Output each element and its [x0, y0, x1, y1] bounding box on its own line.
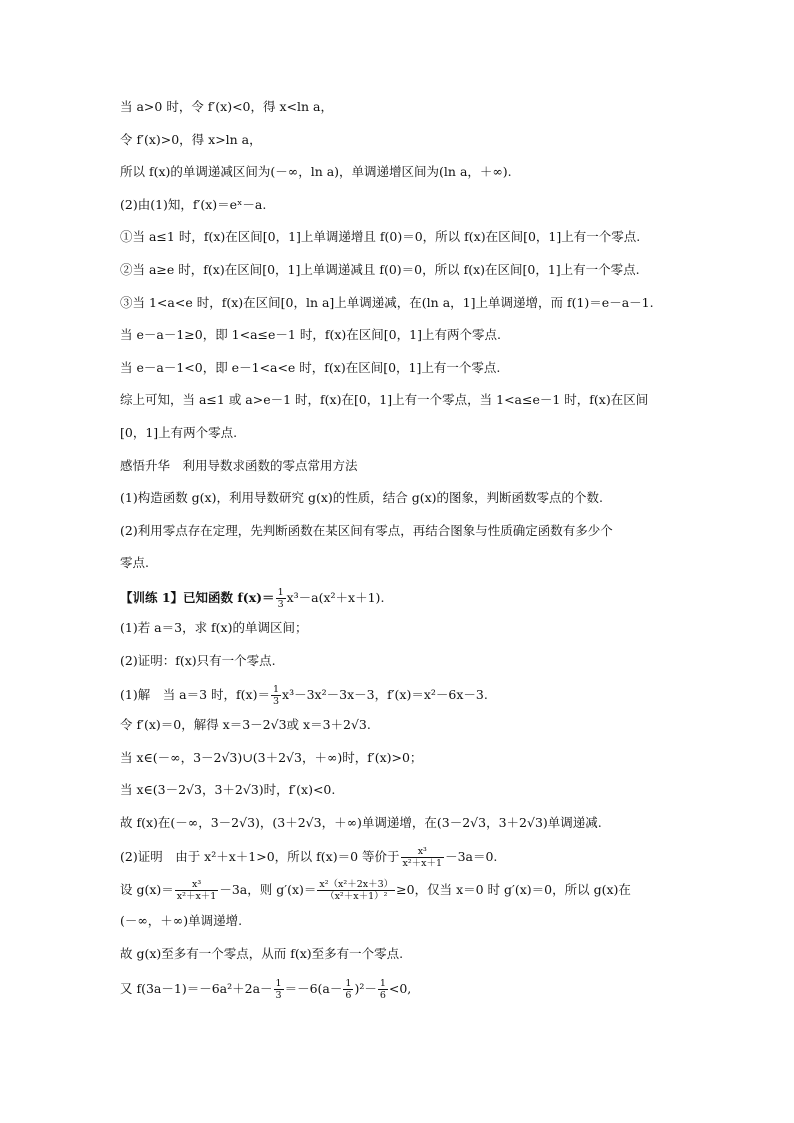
- denominator: x²＋x＋1: [402, 858, 443, 870]
- text-span: －3a，则 g′(x)＝: [219, 882, 317, 898]
- text-span: 设 g(x)＝: [120, 882, 174, 898]
- text-span: －3a＝0.: [445, 849, 498, 865]
- fraction: [175, 879, 219, 902]
- text-span: )²－: [354, 980, 377, 996]
- fraction: [401, 846, 445, 869]
- fraction: [317, 879, 395, 902]
- numerator: 1: [379, 977, 386, 989]
- question-2: (2)证明：f(x)只有一个零点.: [120, 652, 276, 668]
- text-line: [0，1]上有两个零点.: [120, 424, 238, 440]
- text-line: (2)由(1)知，f′(x)＝eˣ－a.: [120, 196, 267, 212]
- question-1: (1)若 a＝3，求 f(x)的单调区间；: [120, 619, 308, 635]
- text-line: ③当 1<a<e 时，f(x)在区间[0，ln a]上单调递减，在(ln a，1]上单调递增，而 f(1)＝e－a－1.: [120, 294, 654, 310]
- solution-line: 令 f′(x)＝0，解得 x＝3－2√3或 x＝3＋2√3.: [120, 717, 371, 733]
- proof-line: (－∞，＋∞)单调递增.: [120, 913, 243, 929]
- text-span: <0,: [388, 980, 412, 996]
- denominator: 3: [277, 598, 284, 610]
- fraction: [276, 587, 286, 610]
- denominator: 3: [273, 696, 280, 708]
- numerator: 1: [273, 684, 280, 696]
- text-line: (1)构造函数 g(x)，利用导数研究 g(x)的性质，结合 g(x)的图象，判断函数零点的个数.: [120, 490, 604, 506]
- text-line: ②当 a≥e 时，f(x)在区间[0，1]上单调递减且 f(0)＝0，所以 f(x)在区间[0，1]上有一个零点.: [120, 261, 640, 277]
- training-title: [120, 587, 680, 610]
- numerator: x²（x²＋2x＋3）: [319, 879, 394, 891]
- fraction: [274, 978, 284, 1001]
- text-line: 所以 f(x)的单调递减区间为(－∞，ln a)，单调递增区间为(ln a，＋∞).: [120, 164, 512, 180]
- proof-line: [120, 879, 680, 902]
- solution-line: 当 x∈(－∞，3－2√3)∪(3＋2√3，＋∞)时，f′(x)>0；: [120, 749, 423, 765]
- text-span: ≥0，仅当 x＝0 时 g′(x)＝0，所以 g(x)在: [396, 882, 631, 898]
- denominator: 6: [345, 989, 352, 1001]
- denominator: 6: [379, 989, 386, 1001]
- text-span: ＝－6: [284, 980, 318, 996]
- proof-line: [120, 978, 680, 1001]
- proof-line: 故 g(x)至多有一个零点，从而 f(x)至多有一个零点.: [120, 946, 404, 962]
- numerator: 1: [345, 977, 352, 989]
- text-span: (2)证明 由于 x²＋x＋1>0，所以 f(x)＝0 等价于: [120, 849, 400, 865]
- numerator: x³: [401, 846, 445, 858]
- text-line: ①当 a≤1 时，f(x)在区间[0，1]上单调递增且 f(0)＝0，所以 f(x)在区间[0，1]上有一个零点.: [120, 229, 641, 245]
- solution-line: [120, 684, 680, 707]
- text-line: 当 e－a－1≥0，即 1<a≤e－1 时，f(x)在区间[0，1]上有两个零点.: [120, 327, 501, 343]
- text-line: 当 e－a－1<0，即 e－1<a<e 时，f(x)在区间[0，1]上有一个零点.: [120, 359, 501, 375]
- numerator: x³: [175, 879, 219, 891]
- document-body: [120, 98, 680, 1001]
- text-span: (1)解 当 a＝3 时，f(x)＝: [120, 687, 270, 703]
- solution-line: 故 f(x)在(－∞，3－2√3)，(3＋2√3，＋∞)单调递增，在(3－2√3，3＋2√3)单调递减.: [120, 814, 602, 830]
- proof-line: [120, 846, 680, 869]
- numerator: 1: [275, 977, 282, 989]
- fraction: [343, 978, 353, 1001]
- section-heading: 感悟升华 利用导数求函数的零点常用方法: [120, 457, 358, 473]
- denominator: （x²＋x＋1）²: [325, 891, 388, 903]
- expression: x³－a(x²＋x＋1).: [286, 589, 385, 605]
- text-line: (2)利用零点存在定理，先判断函数在某区间有零点，再结合图象与性质确定函数有多少个: [120, 522, 613, 538]
- numerator: 1: [277, 586, 284, 598]
- fraction: [378, 978, 388, 1001]
- text-span: 又 f(3a－1)＝－6a²＋2a－: [120, 980, 273, 996]
- text-line: 令 f′(x)>0，得 x>ln a，: [120, 131, 262, 147]
- text-span: x³－3x²－3x－3，f′(x)＝x²－6x－3.: [282, 687, 488, 703]
- fraction: [271, 684, 281, 707]
- denominator: x²＋x＋1: [176, 891, 217, 903]
- denominator: 3: [275, 989, 282, 1001]
- text-line: 零点.: [120, 555, 149, 571]
- text-span: (a－: [317, 980, 343, 996]
- solution-line: 当 x∈(3－2√3，3＋2√3)时，f′(x)<0.: [120, 782, 336, 798]
- text-line: 当 a>0 时，令 f′(x)<0，得 x<ln a，: [120, 99, 333, 114]
- training-label: 【训练 1】已知函数 f(x)＝: [120, 589, 275, 605]
- text-line: 综上可知，当 a≤1 或 a>e－1 时，f(x)在[0，1]上有一个零点，当 1<a≤e－1 时，f(x)在区间: [120, 392, 649, 408]
